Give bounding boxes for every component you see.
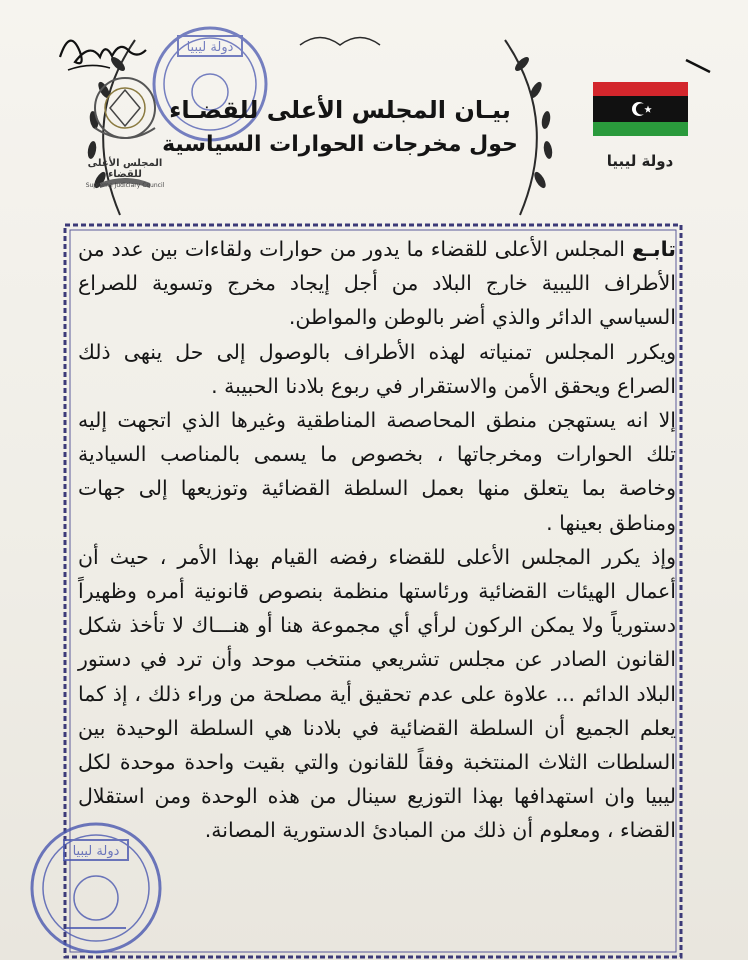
corner-pen-mark (684, 56, 712, 76)
document-title: بيـان المجلس الأعلى للقضـاء (169, 96, 511, 124)
logo-caption: المجلس الأعلى للقضاء (87, 158, 163, 180)
flag-caption: دولة ليبيا (606, 152, 674, 170)
paragraph-4: وإذ يكرر المجلس الأعلى للقضاء رفضه القيام بهذا الأمر ، حيث أن أعمال الهيئات القضائية ورئاستها منظمة بنصوص قانونية أمره وظهيراً دستورياً ولا يمكن الركون لرأي أي مجموعة هنا أو هنـــاك لا تأخذ شكل القانون الصادر عن مجلس تشريعي منتخب موحد وأن ترد في دستور البلاد الدائم ... علاوة على عدم تحقيق أية مصلحة من وراء ذلك ، إذ كما يعلم الجميع أن السلطة القضائية في بلادنا هي السلطة الوحيدة بين السلطات الثلاث المنتخبة وفقاً للقانون والتي بقيت واحدة موحدة لكل ليبيا وان استهدافها بهذا التوزيع سينال من هذه الوحدة ومن استقلال القضاء ، ومعلوم أن ذلك من المبادئ الدستورية المصانة. (78, 544, 676, 843)
statement-body (78, 232, 676, 848)
paragraph-3: إلا انه يستهجن منطق المحاصصة المناطقية وغيرها الذي اتجهت إليه تلك الحوارات ومخرجاتها ، بخصوص ما يسمى بالمناصب السيادية وخاصة بما يتعلق منها بعمل السلطة القضائية وتوزيعها إلى جهات ومناطق بعينها . (78, 408, 676, 535)
official-stamp-bottom (26, 818, 166, 958)
paragraph-1-text: المجلس الأعلى للقضاء ما يدور من حوارات ولقاءات بين عدد من الأطراف الليبية خارج البلاد من أجل إيجاد مخرج وتسوية للصراع السياسي الدائر والذي أضر بالوطن والمواطن. (78, 237, 676, 330)
logo-subcaption: Supreme Judiciary Council (85, 182, 165, 189)
lead-word: تابـع (631, 237, 676, 261)
libya-flag-icon (593, 82, 688, 136)
stamp-bottom-text: دولة ليبيا (72, 844, 120, 859)
document-heading (150, 92, 530, 162)
document-subtitle: حول مخرجات الحوارات السياسية (162, 132, 518, 157)
stamp-top-text: دولة ليبيا (186, 40, 234, 55)
paragraph-2: ويكرر المجلس تمنياته لهذه الأطراف بالوصول إلى حل ينهى ذلك الصراع ويحقق الأمن والاستقرار في ربوع بلادنا الحبيبة . (78, 339, 676, 398)
paragraph-1 (78, 232, 676, 335)
